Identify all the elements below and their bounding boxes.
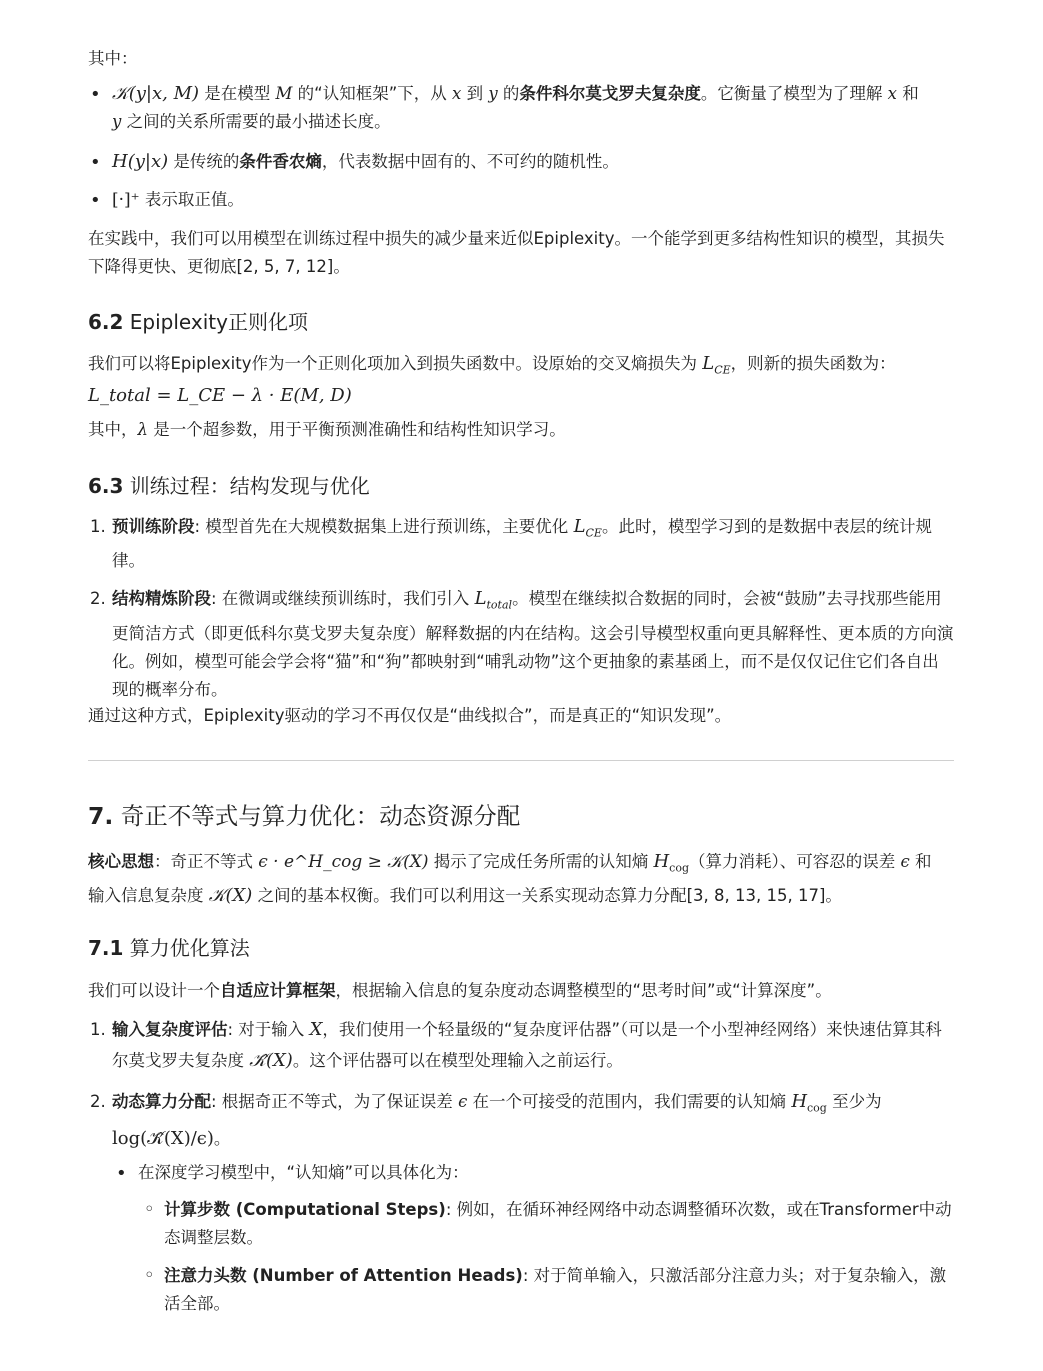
s71-paragraph: 我们可以设计一个自适应计算框架，根据输入信息的复杂度动态调整模型的“思考时间”或“计算深度”。 bbox=[88, 981, 832, 1000]
s62-paragraph: 我们可以将Epiplexity作为一个正则化项加入到损失函数中。设原始的交叉熵损失为 $L_{CE}$，则新的损失函数为： bbox=[88, 353, 896, 377]
definition-item: • H(y|x) 是传统的条件香农熵，代表数据中固有的、不可约的随机性。 bbox=[88, 148, 954, 176]
cognitive-entropy-bullet bbox=[88, 1159, 954, 1187]
algorithm-steps-list bbox=[88, 1014, 954, 1154]
loss-equation: L_total = L_CE − λ · E(M, D) bbox=[88, 385, 352, 406]
practice-paragraph: 在实践中，我们可以用模型在训练过程中损失的减少量来近似Epiplexity。一个能学到更多结构性知识的模型，其损失下降得更快、更彻底[2, 5, 7, 12]。 bbox=[88, 229, 945, 276]
section-heading-6-2: 6.2 Epiplexity正则化项 bbox=[88, 310, 308, 334]
list-item: 2. 结构精炼阶段: 在微调或继续预训练时，我们引入 $L_{total}$。模型在继续拟合数据的同时，会被“鼓励”去寻找那些能用更简洁方式（即更低科尔莫戈罗夫复杂度）解释数据的内在结构。这会引导模型权重向更具解释性、更本质的方向演化。例如，模型可能会学会将“猫”和“狗”都映射到“哺乳动物”这个更抽象的素基函上，而不是仅仅记住它们各自出现的概率分布。 bbox=[90, 588, 954, 699]
intro-text: 其中： bbox=[88, 49, 138, 68]
section-heading-7-1: 7.1 算力优化算法 bbox=[88, 936, 250, 960]
list-item: ◦ 注意力头数 (Number of Attention Heads): 对于简单输入，只激活部分注意力头；对于复杂输入，激活全部。 bbox=[88, 1262, 954, 1318]
list-item: ◦ 计算步数 (Computational Steps): 例如，在循环神经网络中动态调整循环次数，或在Transformer中动态调整层数。 bbox=[88, 1196, 954, 1252]
cognitive-entropy-sublist bbox=[88, 1196, 954, 1318]
s62-note: 其中，λ 是一个超参数，用于平衡预测准确性和结构性知识学习。 bbox=[88, 420, 566, 439]
training-steps-list bbox=[88, 513, 954, 704]
definition-item: • 𝒦(y|x, M) 是在模型 M 的“认知框架”下，从 x 到 y 的条件科尔莫戈罗夫复杂度。它衡量了模型为了理解 x 和 y 之间的关系所需要的最小描述长度。 bbox=[88, 80, 954, 136]
list-item: 1. 输入复杂度评估: 对于输入 X，我们使用一个轻量级的“复杂度评估器”（可以是一个小型神经网络）来快速估算其科尔莫戈罗夫复杂度 𝒦̂(X)。这个评估器可以在模型处理输入之前运行。 bbox=[90, 1019, 942, 1071]
section-heading-7: 7. 奇正不等式与算力优化：动态资源分配 bbox=[88, 802, 521, 830]
section-heading-6-3: 6.3 训练过程：结构发现与优化 bbox=[88, 474, 370, 498]
list-item: 1. 预训练阶段: 模型首先在大规模数据集上进行预训练，主要优化 $L_{CE}$。此时，模型学习到的是数据中表层的统计规律。 bbox=[90, 516, 932, 571]
list-item: 2. 动态算力分配: 根据奇正不等式，为了保证误差 ϵ 在一个可接受的范围内，我们需要的认知熵 $H_{cog}$ 至少为 log(𝒦̂(X)/ϵ)。 bbox=[90, 1091, 882, 1150]
core-idea-paragraph: 核心思想：奇正不等式 ϵ · e^H_cog ≥ 𝒦(X) 揭示了完成任务所需的认知熵 $H_{cog}$（算力消耗）、可容忍的误差 ϵ 和 输入信息复杂度 𝒦(X) 之间的基本权衡。我们可以利用这一关系实现动态算力分配[3, 8, 13, 15, 17]。 bbox=[88, 851, 932, 907]
definition-list bbox=[88, 80, 954, 214]
s63-closing: 通过这种方式，Epiplexity驱动的学习不再仅仅是“曲线拟合”，而是真正的“知识发现”。 bbox=[88, 706, 732, 725]
definition-item: • [·]⁺ 表示取正值。 bbox=[88, 186, 954, 214]
list-item: • 在深度学习模型中，“认知熵”可以具体化为： bbox=[88, 1159, 954, 1187]
section-divider bbox=[88, 760, 954, 761]
